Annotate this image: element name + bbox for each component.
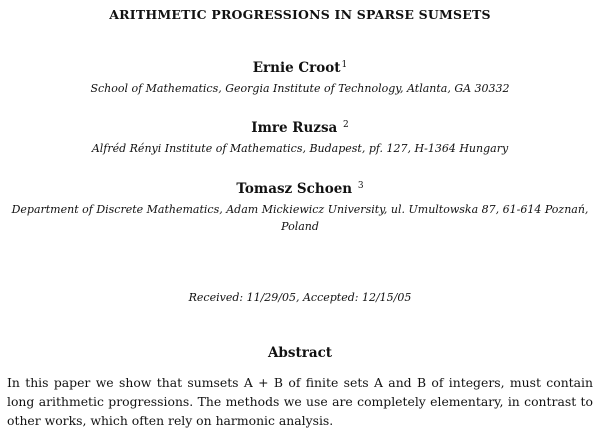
author-name: Imre Ruzsa: [251, 120, 338, 136]
affiliation-ruzsa: [0, 140, 600, 157]
affiliation-line: Department of Discrete Mathematics, Adam Mickiewicz University, ul. Umultowska 87, 61-614 Poznań,: [11, 203, 589, 216]
paper-title: ARITHMETIC PROGRESSIONS IN SPARSE SUMSETS: [109, 7, 491, 22]
abstract-body: [7, 373, 593, 430]
affiliation-line: Poland: [281, 220, 319, 233]
affiliation-line: School of Mathematics, Georgia Institute of Technology, Atlanta, GA 30332: [90, 82, 510, 95]
affiliation-line: Alfréd Rényi Institute of Mathematics, Budapest, pf. 127, H-1364 Hungary: [91, 142, 509, 155]
received-accepted-dates: Received: 11/29/05, Accepted: 12/15/05: [188, 291, 412, 304]
affiliation-schoen: [0, 201, 600, 235]
author-schoen: [0, 181, 600, 197]
abstract-heading: Abstract: [267, 345, 333, 361]
author-name: Ernie Croot: [252, 60, 341, 76]
author-footnote-marker: 1: [341, 60, 348, 70]
abstract-line: long arithmetic progressions. The methods we use are completely elementary, in contrast to: [7, 394, 593, 409]
author-croot: [0, 60, 600, 76]
author-name: Tomasz Schoen: [236, 181, 353, 197]
author-footnote-marker: 2: [343, 120, 349, 130]
author-footnote-marker: 3: [357, 181, 364, 191]
author-ruzsa: [0, 120, 600, 136]
affiliation-croot: [0, 80, 600, 97]
abstract-line: other works, which often rely on harmonic analysis.: [7, 413, 334, 428]
abstract-line: In this paper we show that sumsets A + B of finite sets A and B of integers, must contain: [7, 375, 593, 390]
